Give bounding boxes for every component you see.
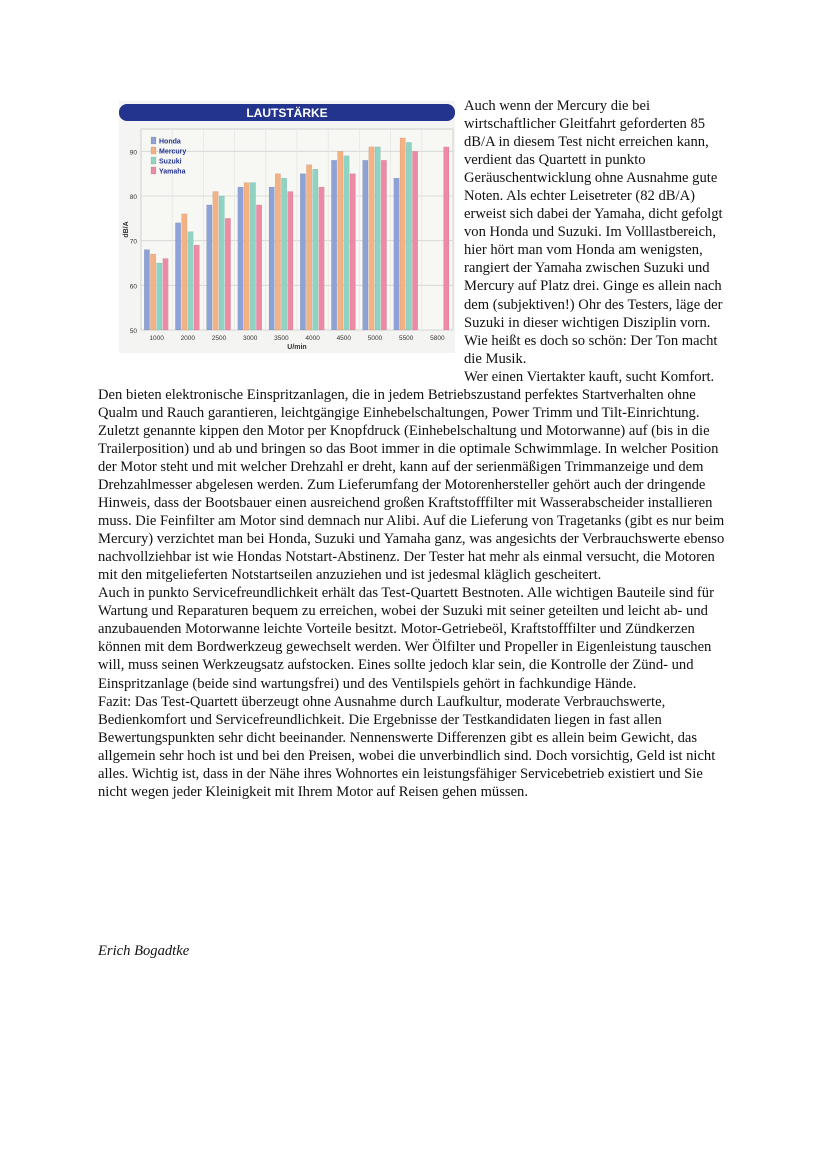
x-tick-label-4500: 4500 <box>336 335 352 342</box>
chart-title: LAUTSTÄRKE <box>246 106 328 120</box>
x-tick-label-5500: 5500 <box>398 335 414 342</box>
y-tick-label-50: 50 <box>129 328 137 335</box>
legend-label-honda: Honda <box>159 138 181 146</box>
y-tick-label-90: 90 <box>129 149 137 157</box>
article-paragraph-4: Fazit: Das Test-Quartett überzeugt ohne Ausnahme durch Laufkultur, moderate Verbrauchswerte, Bedienkomfort und Servicefreundlichkeit. Die Ergebnisse der Testkandidaten liegen in fast allen Bewertungspunkten sehr dicht beeinander. Nennenswerte Differenzen gibt es allein beim Gewicht, das allgemein sehr hoch ist und bei den Preisen, wobei die unverbindlich sind. Doch vorsichtig, Geld ist nicht alles. Wichtig ist, dass in der Nähe ihres Wohnortes ein leistungsfähiger Servicebetrieb existiert und Sie nicht wegen jeder Kleinigkeit mit Ihrem Motor auf Reisen gehen müssen. <box>98 693 716 800</box>
x-tick-label-2000: 2000 <box>180 335 196 342</box>
y-tick-label-80: 80 <box>129 194 137 201</box>
article-paragraph-3: Auch in punkto Servicefreundlichkeit erhält das Test-Quartett Bestnoten. Alle wichtigen Bauteile sind für Wartung und Reparaturen bequem zu erreichen, wobei der Suzuki mit seiner geteilten und leicht ab- und anzubauenden Motorwanne leichte Vorteile besitzt. Motor-Getriebeöl, Kraftstofffilter und Zündkerzen können mit dem Bordwerkzeug gewechselt werden. Wer Ölfilter und Propeller in Eigenleistung tauschen will, muss seinen Werkzeugsatz aufstocken. Eines sollte jedoch klar sein, die Kontrolle der Zünd- und Einspritzanlage (beide sind wartungsfrei) und des Ventilspiels gehört in fachkundige Hände. <box>98 585 714 692</box>
chart-float-spacer <box>98 97 464 369</box>
legend-label-yamaha: Yamaha <box>159 168 186 176</box>
y-axis-label: dB/A <box>123 221 130 238</box>
y-tick-label-60: 60 <box>129 283 137 291</box>
article-body <box>98 97 730 801</box>
y-tick-label-70: 70 <box>129 238 137 246</box>
x-axis-label: U/min <box>287 344 307 351</box>
legend-label-mercury: Mercury <box>159 148 187 156</box>
x-tick-label-3000: 3000 <box>242 335 258 342</box>
x-tick-label-5000: 5000 <box>367 335 383 342</box>
legend-label-suzuki: Suzuki <box>159 158 182 166</box>
x-tick-label-1000: 1000 <box>149 335 164 342</box>
x-tick-label-5800: 5800 <box>430 335 445 342</box>
author-signature: Erich Bogadtke <box>98 943 190 959</box>
article-paragraph-1: Auch wenn der Mercury die bei wirtschaftlicher Gleitfahrt geforderten 85 dB/A in diesem Test nicht erreichen kann, verdient das Quartett in punkto Geräuschentwicklung ohne Ausnahme gute Noten. Als echter Leisetreter (82 dB/A) erweist sich dabei der Yamaha, dicht gefolgt von Honda und Suzuki. Im Volllastbereich, hier hört man vom Honda am wenigsten, rangiert der Yamaha zwischen Suzuki und Mercury auf Platz drei. Ginge es allein nach dem (subjektiven!) Ohr des Testers, läge der Suzuki in dieser wichtigen Disziplin vorn. Wie heißt es doch so schön: Der Ton macht die Musik. <box>464 98 723 367</box>
x-tick-label-3500: 3500 <box>274 335 289 342</box>
article-paragraph-2: Wer einen Viertakter kauft, sucht Komfort. Den bieten elektronische Einspritzanlagen, die in jedem Betriebszustand perfektes Startverhalten ohne Qualm und Rauch garantieren, leichtgängige Einhebelschaltungen, Power Trimm und Tilt-Einrichtung. Zuletzt genannte kippen den Motor per Knopfdruck (Einhebelschaltung und Motorwanne) auf (bis in die Trailerposition) und ab und bringen so das Boot immer in die optimale Schwimmlage. In welcher Position der Motor steht und mit welcher Drehzahl er dreht, kann auf der serienmäßigen Trimmanzeige und dem Drehzahlmesser abgelesen werden. Zum Lieferumfang der Motorenhersteller gehört auch der dringende Hinweis, dass der Bootsbauer einen ausreichend großen Kraftstofffilter mit Wasserabscheider installieren muss. Die Feinfilter am Motor sind demnach nur Alibi. Auf die Lieferung von Tragetanks (gibt es nur beim Mercury) verzichtet man bei Honda, Suzuki und Yamaha ganz, was angesichts der Verbrauchswerte ebenso nachvollziehbar ist wie Hondas Notstart-Abstinenz. Der Tester hat mehr als einmal versucht, die Motoren mit den mitgelieferten Notstartseilen anzuziehen und ist jedesmal kläglich gescheitert. <box>98 368 725 584</box>
x-tick-label-4000: 4000 <box>305 335 320 342</box>
x-tick-label-2500: 2500 <box>211 335 227 342</box>
